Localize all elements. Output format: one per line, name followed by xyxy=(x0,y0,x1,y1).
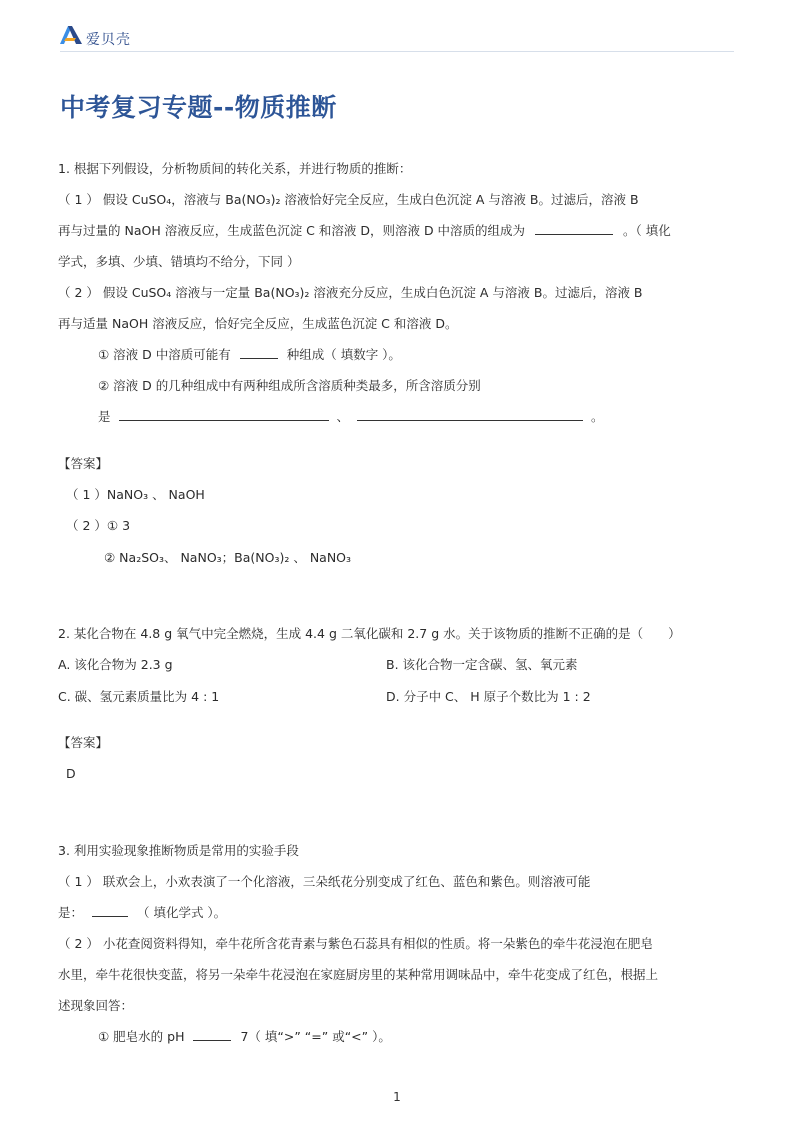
q2-option-b[interactable]: B. 该化合物一定含碳、氢、氧元素 xyxy=(386,657,578,672)
q1-answer-blank[interactable] xyxy=(535,222,613,235)
brand-logo-icon xyxy=(60,26,82,44)
page-number: 1 xyxy=(393,1090,401,1104)
answer1-part1: （ 1 ）NaNO₃ 、 NaOH xyxy=(66,487,205,502)
q2-option-d[interactable]: D. 分子中 C、 H 原子个数比为 1 : 2 xyxy=(386,689,591,704)
q1-sub1-tail: 种组成（ 填数字 ）。 xyxy=(286,347,401,362)
q2-stem: 2. 某化合物在 4.8 g 氧气中完全燃烧，生成 4.4 g 二氧化碳和 2.7 g 水。关于该物质的推断不正确的是（ ） xyxy=(58,626,681,641)
q1-part2-line1: （ 2 ） 假设 CuSO₄ 溶液与一定量 Ba(NO₃)₂ 溶液充分反应，生成白色沉淀 A 与溶液 B。过滤后，溶液 B xyxy=(58,285,643,300)
q1-sub2-blank-1[interactable] xyxy=(119,408,329,421)
q1-stem: 1. 根据下列假设，分析物质间的转化关系，并进行物质的推断： xyxy=(58,161,412,176)
q1-sub2-blanks xyxy=(98,408,603,426)
q1-sub2-blank-2[interactable] xyxy=(357,408,583,421)
q1-part1-line3: 学式，多填、少填、错填均不给分，下同 ） xyxy=(58,254,300,269)
q3-part2-line1: （ 2 ） 小花查阅资料得知，牵牛花所含花青素与紫色石蕊具有相似的性质。将一朵紫色的牵牛花浸泡在肥皂 xyxy=(58,936,653,951)
q1-sub2-is: 是 xyxy=(98,409,111,424)
header-divider xyxy=(60,51,734,52)
q3-sub1 xyxy=(98,1028,391,1046)
q3-part1-line2 xyxy=(58,904,226,922)
q3-part1-line1: （ 1 ） 联欢会上，小欢表演了一个化溶液，三朵纸花分别变成了红色、蓝色和紫色。则溶液可能 xyxy=(58,874,591,889)
q1-sub1-blank[interactable] xyxy=(240,346,278,359)
q1-sub2-separator: 、 xyxy=(336,409,349,424)
q3-part1-blank[interactable] xyxy=(92,904,128,917)
answer2-label: 【答案】 xyxy=(58,735,109,750)
brand-name: 爱贝壳 xyxy=(86,32,131,48)
q1-sub1 xyxy=(98,346,401,364)
q2-option-c[interactable]: C. 碳、氢元素质量比为 4 : 1 xyxy=(58,689,220,704)
q3-part2-line3: 述现象回答： xyxy=(58,998,134,1013)
page-title: 中考复习专题--物质推断 xyxy=(60,93,337,122)
q2-option-a[interactable]: A. 该化合物为 2.3 g xyxy=(58,657,173,672)
q3-part1-line2-tail: （ 填化学式 ）。 xyxy=(136,905,227,920)
q3-sub1-text: ① 肥皂水的 pH xyxy=(98,1029,185,1044)
answer1-part2-sub2: ② Na₂SO₃、 NaNO₃；Ba(NO₃)₂ 、 NaNO₃ xyxy=(104,550,352,565)
q3-stem: 3. 利用实验现象推断物质是常用的实验手段 xyxy=(58,843,299,858)
answer1-label: 【答案】 xyxy=(58,456,109,471)
q3-part2-line2: 水里，牵牛花很快变蓝，将另一朵牵牛花浸泡在家庭厨房里的某种常用调味品中，牵牛花变成了红色，根据上 xyxy=(58,967,659,982)
q1-part1-line2 xyxy=(58,222,671,240)
q1-part1-line2-tail: 。（ 填化 xyxy=(623,223,671,238)
q1-part1-line2-text: 再与过量的 NaOH 溶液反应，生成蓝色沉淀 C 和溶液 D，则溶液 D 中溶质的组成为 xyxy=(58,223,526,238)
q3-part1-line2-text: 是： xyxy=(58,905,84,920)
answer1-part2: （ 2 ）① 3 xyxy=(66,518,131,533)
page-header xyxy=(0,0,794,52)
q1-part1-line1: （ 1 ） 假设 CuSO₄，溶液与 Ba(NO₃)₂ 溶液恰好完全反应，生成白色沉淀 A 与溶液 B。过滤后，溶液 B xyxy=(58,192,639,207)
q1-part2-line2: 再与适量 NaOH 溶液反应，恰好完全反应，生成蓝色沉淀 C 和溶液 D。 xyxy=(58,316,458,331)
answer2-value: D xyxy=(66,766,76,781)
q3-sub1-tail: 7（ 填“>” “=” 或“<” ）。 xyxy=(240,1029,391,1044)
q1-sub1-text: ① 溶液 D 中溶质可能有 xyxy=(98,347,231,362)
q1-sub2: ② 溶液 D 的几种组成中有两种组成所含溶质种类最多，所含溶质分别 xyxy=(98,378,481,393)
q3-sub1-blank[interactable] xyxy=(193,1028,231,1041)
q1-sub2-end: 。 xyxy=(590,409,604,424)
